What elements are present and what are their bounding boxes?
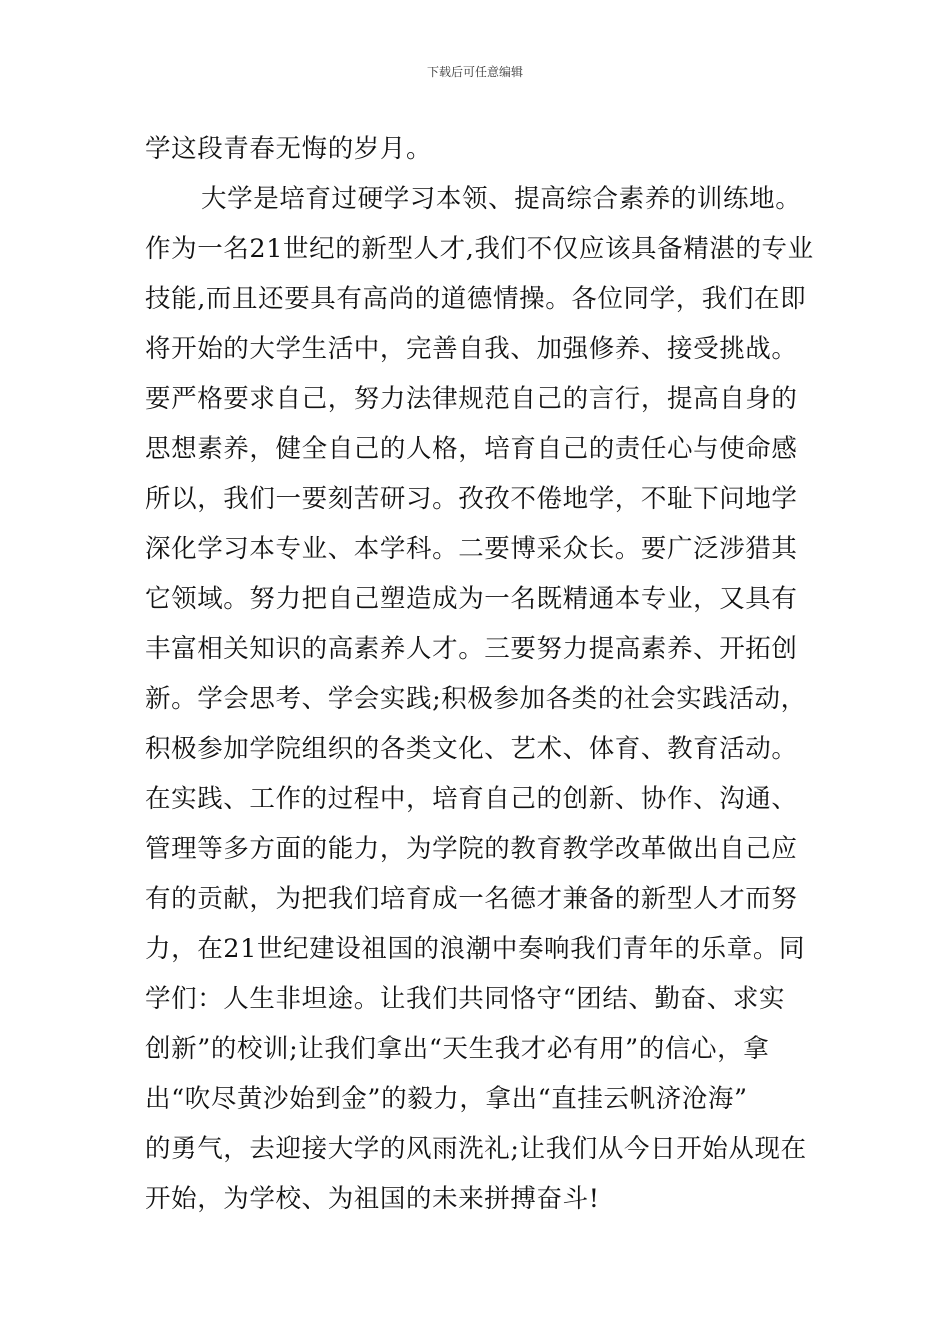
text-line: 它领域。努力把自己塑造成为一名既精通本专业，又具有: [145, 584, 798, 614]
text-line: 管理等多方面的能力，为学院的教育教学改革做出自己应: [145, 834, 798, 864]
text-line: 积极参加学院组织的各类文化、艺术、体育、教育活动。: [145, 734, 798, 764]
document-body: [145, 124, 825, 1224]
text-line: 在实践、工作的过程中，培育自己的创新、协作、沟通、: [145, 784, 798, 814]
text-line: 深化学习本专业、本学科。二要博采众长。要广泛涉猎其: [145, 534, 798, 564]
text-line: 要严格要求自己，努力法律规范自己的言行，提高自身的: [145, 384, 798, 414]
text-line: 有的贡献，为把我们培育成一名德才兼备的新型人才而努: [145, 884, 798, 914]
text-line: 学这段青春无悔的岁月。: [145, 134, 433, 164]
text-line: 将开始的大学生活中，完善自我、加强修养、接受挑战。: [145, 334, 798, 364]
text-line: 力，在21世纪建设祖国的浪潮中奏响我们青年的乐章。同: [145, 934, 806, 964]
text-line: 所以，我们一要刻苦研习。孜孜不倦地学，不耻下问地学: [145, 484, 798, 514]
text-line: 作为一名21世纪的新型人才,我们不仅应该具备精湛的专业: [145, 234, 814, 264]
text-line: 技能,而且还要具有高尚的道德情操。各位同学，我们在即: [145, 284, 807, 314]
text-line: 出“吹尽黄沙始到金”的毅力，拿出“直挂云帆济沧海”: [145, 1084, 748, 1114]
paragraph-start-line: 大学是培育过硬学习本领、提高综合素养的训练地。: [201, 184, 802, 214]
text-line: 的勇气，去迎接大学的风雨洗礼;让我们从今日开始从现在: [145, 1134, 807, 1164]
text-line: 新。学会思考、学会实践;积极参加各类的社会实践活动，: [145, 684, 807, 714]
text-line: 学们：人生非坦途。让我们共同恪守“团结、勤奋、求实: [145, 984, 786, 1014]
text-line: 思想素养，健全自己的人格，培育自己的责任心与使命感: [145, 434, 798, 464]
text-line: 开始，为学校、为祖国的未来拼搏奋斗!: [145, 1184, 600, 1214]
text-line: 丰富相关知识的高素养人才。三要努力提高素养、开拓创: [145, 634, 798, 664]
text-line: 创新”的校训;让我们拿出“天生我才必有用”的信心，拿: [145, 1034, 770, 1064]
page-header: 下载后可任意编辑: [426, 65, 523, 79]
